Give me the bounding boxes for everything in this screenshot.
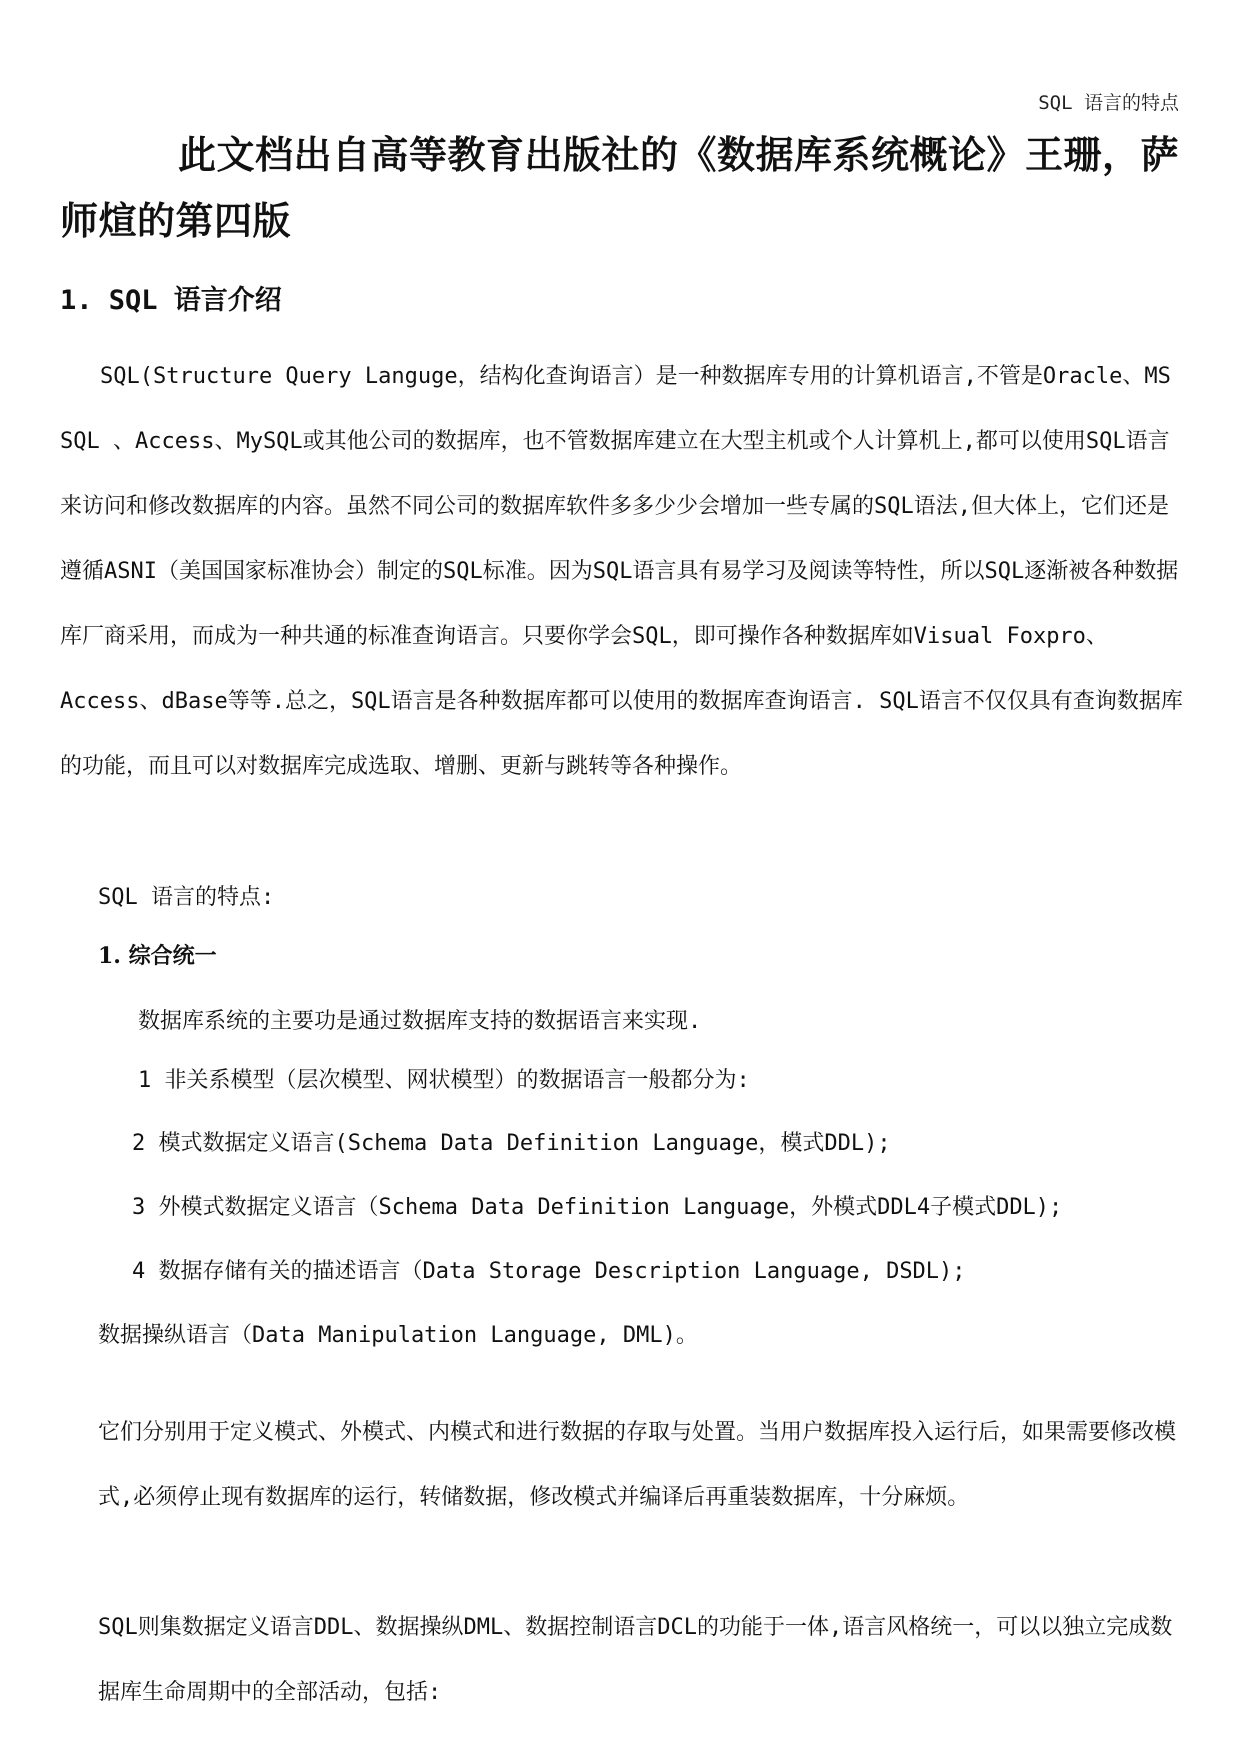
dml-line: 数据操纵语言（Data Manipulation Language, DML)。	[98, 1323, 698, 1348]
modes-paragraph: 它们分别用于定义模式、外模式、内模式和进行数据的存取与处置。当用户数据库投入运行后，如果需要修改模式,必须停止现有数据库的运行，转储数据，修改模式并编译后再重装数据库，十分麻烦。	[98, 1420, 1177, 1510]
list-item-1: 1 非关系模型（层次模型、网状模型）的数据语言一般都分为:	[138, 1068, 750, 1093]
features-label: SQL 语言的特点:	[98, 885, 275, 910]
sql-unified-paragraph: SQL则集数据定义语言DDL、数据操纵DML、数据控制语言DCL的功能于一体,语言风格统一，可以以独立完成数据库生命周期中的全部活动，包括:	[98, 1615, 1173, 1705]
section-heading-sql-intro: 1. SQL 语言介绍	[60, 285, 282, 316]
document-title: 此文档出自高等教育出版社的《数据库系统概论》王珊，萨师煊的第四版	[60, 133, 1180, 243]
list-item-4: 4 数据存储有关的描述语言（Data Storage Description Language, DSDL);	[132, 1259, 966, 1284]
list-item-3: 3 外模式数据定义语言（Schema Data Definition Language，外模式DDL4子模式DDL);	[132, 1195, 1063, 1220]
feature-intro-line: 数据库系统的主要功是通过数据库支持的数据语言来实现.	[138, 1009, 702, 1034]
running-header: SQL 语言的特点	[1038, 92, 1179, 114]
feature-heading-integrated: 1. 综合统一	[98, 943, 217, 969]
intro-paragraph: SQL(Structure Query Languge，结构化查询语言）是一种数据库专用的计算机语言,不管是Oracle、MS SQL 、Access、MySQL或其他公司的数据库，也不管数据库建立在大型主机或个人计算机上,都可以使用SQL语言来访问和修改数据库的内容。虽然不同公司的数据库软件多多少少会增加一些专属的SQL语法,但大体上，它们还是遵循ASNI（美国国家标准协会）制定的SQL标准。因为SQL语言具有易学习及阅读等特性，所以SQL逐渐被各种数据库厂商采用，而成为一种共通的标准查询语言。只要你学会SQL，即可操作各种数据库如Visual Foxpro、Access、dBase等等.总之，SQL语言是各种数据库都可以使用的数据库查询语言. SQL语言不仅仅具有查询数据库的功能，而且可以对数据库完成选取、增删、更新与跳转等各种操作。	[60, 364, 1183, 779]
list-item-2: 2 模式数据定义语言(Schema Data Definition Language，模式DDL);	[132, 1131, 891, 1156]
